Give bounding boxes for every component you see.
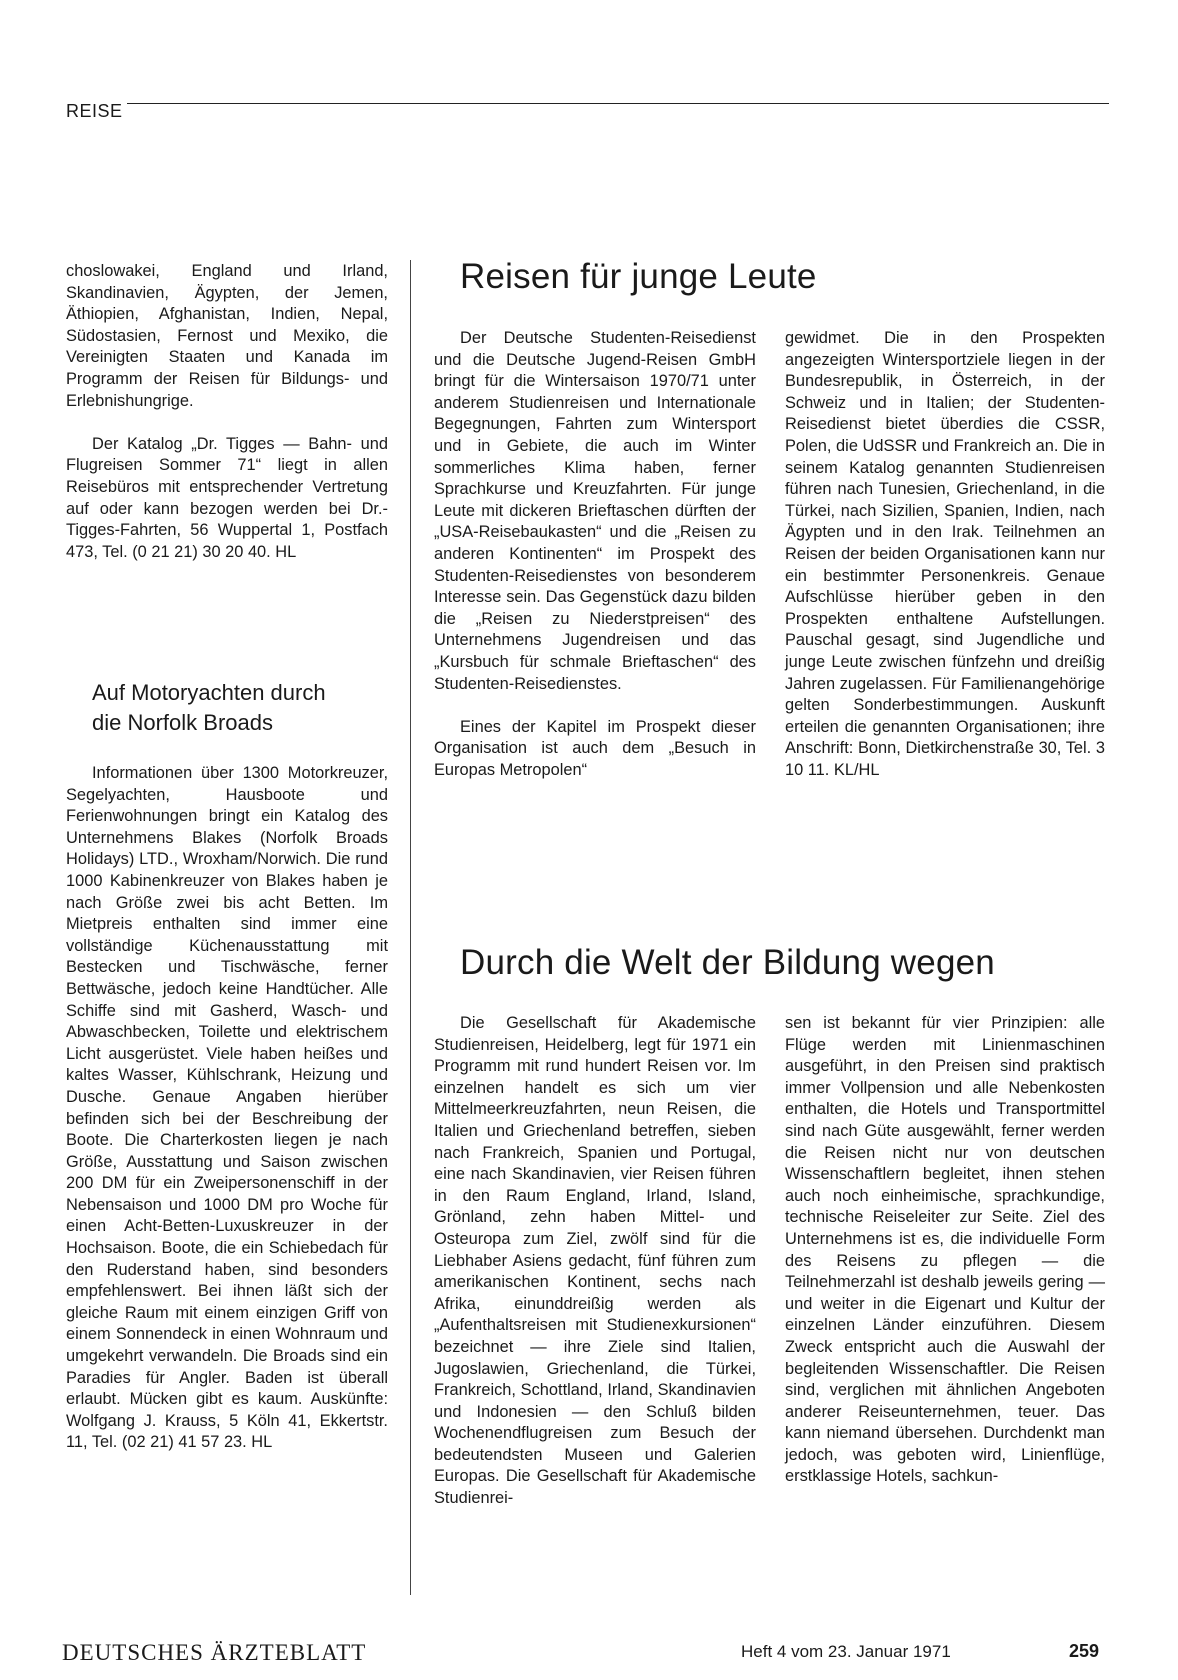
norfolk-heading-line2: die Norfolk Broads xyxy=(92,710,273,735)
intro-paragraph: choslowakei, England und Irland, Skandinavien, Ägypten, der Jemen, Äthiopien, Afghanistan, Indien, Nepal, Südostasien, Fernost und Mexiko, die Vereinigten Staaten und Kanada im Programm der Reisen für Bildungs- und Erlebnishungrige. xyxy=(66,262,388,410)
junge-leute-column-1 xyxy=(434,328,756,781)
page-number: 259 xyxy=(1069,1641,1100,1661)
bildung-column-2 xyxy=(785,1013,1105,1488)
section-label: REISE xyxy=(66,101,123,121)
header-rule xyxy=(127,103,1109,104)
bildung-paragraph-1: Die Gesellschaft für Akademische Studienreisen, Heidelberg, legt für 1971 ein Programm mit rund hundert Reisen vor. Im einzelnen handelt es sich um vier Mittelmeerkreuzfahrten, neun Reisen, die Italien und Griechenland betreffen, sieben nach Frankreich, Spanien und Portugal, eine nach Skandinavien, vier Reisen führen in den Raum England, Irland, Island, Grönland, zehn haben Mittel- und Osteuropa zum Ziel, zwölf sind für die Liebhaber Asiens gedacht, fünf führen zum amerikanischen Kontinent, sechs nach Afrika, einunddreißig werden als „Aufenthaltsreisen mit Studienexkursionen“ bezeichnet — ihre Ziele sind Italien, Jugoslawien, Griechenland, die Türkei, Frankreich, Schottland, Irland, Skandinavien und Indonesien — den Schluß bilden Wochenendflugreisen zum Besuch der bedeutendsten Museen und Galerien Europas. Die Gesellschaft für Akademische Studienrei- xyxy=(434,1014,756,1508)
norfolk-heading xyxy=(92,678,392,738)
norfolk-article xyxy=(66,763,388,1454)
junge-leute-paragraph-3: gewidmet. Die in den Prospekten angezeigten Wintersportziele liegen in der Bundesrepublik, in Österreich, in der Schweiz und in Italien; der Studenten-Reisedienst bietet überdies die CSSR, Polen, die UdSSR und Frankreich an. Die in seinem Katalog genannten Studienreisen führen nach Tunesien, Griechenland, in die Türkei, nach Sizilien, Spanien, Indien, nach Ägypten und in den Irak. Teilnehmen an Reisen der beiden Organisationen kann nur ein bestimmter Personenkreis. Genaue Aufschlüsse hierüber geben in den Prospekten enthaltene Aufstellungen. Pauschal gesagt, sind Jugendliche und junge Leute zwischen fünfzehn und dreißig Jahren zugelassen. Für Familienangehörige gelten Sonderbestimmungen. Auskunft erteilen die genannten Organisationen; ihre Anschrift: Bonn, Dietkirchenstraße 30, Tel. 3 10 11. KL/HL xyxy=(785,329,1105,779)
column-divider xyxy=(410,260,411,1595)
bildung-paragraph-2: sen ist bekannt für vier Prinzipien: alle Flüge werden mit Linienmaschinen ausgeführt, in den Preisen sind praktisch immer Vollpension und alle Nebenkosten enthalten, die Hotels und Transportmittel sind nach Güte ausgewählt, ferner werden die Reisen nicht nur von deutschen Wissenschaftlern begleitet, ihnen stehen auch noch einheimische, sprachkundige, technische Reiseleiter zur Seite. Ziel des Unternehmens ist es, die individuelle Form des Reisens zu pflegen — die Teilnehmerzahl ist deshalb jeweils gering — und weiter in die Eigenart und Kultur der einzelnen Länder einzuführen. Diesem Zweck entspricht auch die Auswahl der begleitenden Wissenschaftler. Die Reisen sind, verglichen mit ähnlichen Angeboten anderer Reiseunternehmen, teuer. Das kann niemand übersehen. Durchdenkt man jedoch, was geboten wird, Linienflüge, erstklassige Hotels, sachkun- xyxy=(785,1014,1105,1486)
junge-leute-paragraph-1: Der Deutsche Studenten-Reisedienst und die Deutsche Jugend-Reisen GmbH bringt für die Wintersaison 1970/71 unter anderem Studienreisen und Internationale Begegnungen, Fahrten zum Wintersport und in Gebiete, die auch im Winter sommerliches Klima haben, ferner Sprachkurse und Kreuzfahrten. Für junge Leute mit dickeren Brieftaschen dürften der „USA-Reisebaukasten“ und die „Reisen zu anderen Kontinenten“ im Prospekt des Studenten-Reisedienstes von besonderem Interesse sein. Das Gegenstück dazu bilden die „Reisen zu Niederstpreisen“ des Unternehmens Jugendreisen und das „Kursbuch für schmale Brieftaschen“ des Studenten-Reisedienstes. xyxy=(434,329,756,693)
junge-leute-column-2 xyxy=(785,328,1105,781)
norfolk-heading-line1: Auf Motoryachten durch xyxy=(92,680,326,705)
bildung-column-1 xyxy=(434,1013,756,1510)
footer-issue: Heft 4 vom 23. Januar 1971 xyxy=(741,1642,951,1661)
tigges-paragraph: Der Katalog „Dr. Tigges — Bahn- und Flugreisen Sommer 71“ liegt in allen Reisebüros mit entsprechender Vertretung auf oder kann bezogen werden bei Dr.-Tigges-Fahrten, 56 Wuppertal 1, Postfach 473, Tel. (0 21 21) 30 20 40. HL xyxy=(66,434,388,561)
junge-leute-heading: Reisen für junge Leute xyxy=(460,257,817,296)
bildung-heading: Durch die Welt der Bildung wegen xyxy=(460,943,995,982)
norfolk-paragraph: Informationen über 1300 Motorkreuzer, Segelyachten, Hausboote und Ferienwohnungen bringt ein Katalog des Unternehmens Blakes (Norfolk Broads Holidays) LTD., Wroxham/Norwich. Die rund 1000 Kabinenkreuzer von Blakes haben je nach Größe zwei bis acht Betten. Im Mietpreis enthalten sind immer eine vollständige Küchenausstattung mit Bestecken und Tischwäsche, ferner Bettwäsche, jedoch keine Handtücher. Alle Schiffe sind mit Gasherd, Wasch- und Abwaschbecken, Toilette und elektrischem Licht ausgerüstet. Viele haben heißes und kaltes Wasser, Kühlschrank, Heizung und Dusche. Genaue Angaben hierüber befinden sich bei der Beschreibung der Boote. Die Charterkosten liegen je nach Größe, Ausstattung und Saison zwischen 200 DM für ein Zweipersonenschiff in der Nebensaison und 1000 DM pro Woche für einen Acht-Betten-Luxuskreuzer in der Hochsaison. Boote, die ein Schiebedach für den Ruderstand haben, sind besonders empfehlenswert. Bei ihnen läßt sich der gleiche Raum mit einem einzigen Griff von einem Sonnendeck in einen Wohnraum und umgekehrt verwandeln. Die Broads sind ein Paradies für Angler. Baden ist überall erlaubt. Mücken gibt es kaum. Auskünfte: Wolfgang J. Krauss, 5 Köln 41, Ekkertstr. 11, Tel. (02 21) 41 57 23. HL xyxy=(66,764,388,1452)
left-column-top xyxy=(66,261,388,563)
footer-journal-title: DEUTSCHES ÄRZTEBLATT xyxy=(62,1640,367,1665)
junge-leute-paragraph-2: Eines der Kapitel im Prospekt dieser Organisation ist auch dem „Besuch in Europas Metropolen“ xyxy=(434,717,756,779)
